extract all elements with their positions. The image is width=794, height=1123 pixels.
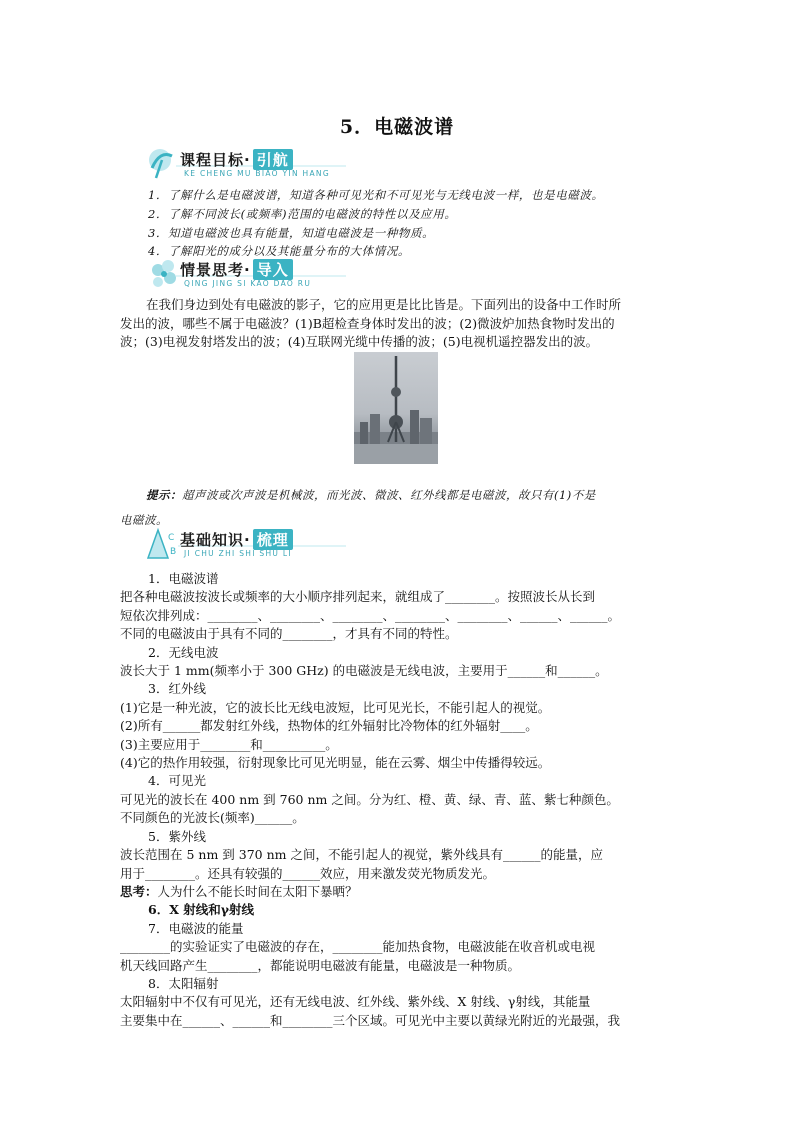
section-heading: 1．电磁波谱 xyxy=(148,571,219,586)
banner-accent: 引航 xyxy=(253,149,293,170)
banner-pinyin: KE CHENG MU BIAO YIN HANG xyxy=(184,169,330,178)
hint-paragraph: 提示：超声波或次声波是机械波，而光波、微波、红外线都是电磁波，故只有(1)不是 电磁波。 xyxy=(120,488,596,527)
banner-title: 基础知识 xyxy=(180,531,245,549)
scenario-paragraph: 在我们身边到处有电磁波的影子，它的应用更是比比皆是。下面列出的设备中工作时所 发出的波，哪些不属于电磁波？(1)B超检查身体时发出的波；(2)微波炉加热食物时发出的 波；(3)电视发射塔发出的波；(4)互联网光缆中传播的波；(5)电视机遥控器发出的波。 xyxy=(120,297,622,349)
section-heading: 3．红外线 xyxy=(148,681,206,697)
basics-content: 1．电磁波谱 把各种电磁波按波长或频率的大小顺序排列起来，就组成了________。按照波长从长到 短依次排列成：________、________、________、________、________、______、______。 不同的电磁波由于具有不同的________，才具有不同的特性。 2．无线电波 波长大于 1 mm(频率小于 300 GHz) 的电磁波是无线电波，主要用于______和______。 3．红外线 (1)它是一种光波，它的波长比无线电波短，比可见光长，不能引起人的视觉。 (2)所有______都发射红外线，热物体的红外辐射比冷物体的红外辐射____。 (3)主要应用于________和__________。 (4)它的热作用较强，衍射现象比可见光明显，能在云雾、烟尘中传播得较远。 4．可见光 可见光的波长在 400 nm 到 760 nm 之间。分为红、橙、黄、绿、青、蓝、紫七种颜色。 不同颜色的光波长(频率)______。 5．紫外线 波长范围在 5 nm 到 370 nm 之间，不能引起人的视觉，紫外线具有______的能量，应 用于________。还具有较强的______效应，用来激发荧光物质发光。 思考：人为什么不能长时间在太阳下暴晒？ 6．X 射线和γ射线 7．电磁波的能量 ________的实验证实了电磁波的存在，________能加热食物，电磁波能在收音机或电视 机天线回路产生________，都能说明电磁波有能量，电磁波是一种物质。 8．太阳辐射 太阳辐射中不仅有可见光，还有无线电波、红外线、紫外线、X 射线、γ射线，其能量 主要集中在______、______和________三个区域。可见光中主要以黄绿光附近的光最强，我 xyxy=(120,570,676,1030)
section-heading: 5．紫外线 xyxy=(148,828,206,844)
banner-title: 课程目标 xyxy=(180,151,245,169)
banner-accent: 梳理 xyxy=(253,529,293,550)
think-label: 思考： xyxy=(120,883,158,899)
tv-tower-photo xyxy=(354,352,438,464)
page-title: 5．电磁波谱 xyxy=(339,116,455,138)
section-heading: 7．电磁波的能量 xyxy=(148,920,244,936)
goal-item: 4．了解阳光的成分以及其能量分布的大体情况。 xyxy=(148,244,411,258)
section-heading: 2．无线电波 xyxy=(148,644,219,660)
goal-item: 2．了解不同波长(或频率)范围的电磁波的特性以及应用。 xyxy=(148,207,457,221)
section-heading: 4．可见光 xyxy=(148,773,206,789)
goals-banner: 课程目标· 引航 KE CHENG MU BIAO YIN HANG xyxy=(146,146,346,190)
basics-banner: C B 基础知识· 梳理 JI CHU ZHI SHI SHU LI xyxy=(146,526,346,570)
section-heading: 6．X 射线和γ射线 xyxy=(148,902,255,918)
svg-text:C: C xyxy=(168,533,175,543)
banner-pinyin: JI CHU ZHI SHI SHU LI xyxy=(184,549,292,558)
banner-pinyin: QING JING SI KAO DAO RU xyxy=(184,279,312,288)
banner-accent: 导入 xyxy=(253,259,293,280)
goal-item: 3．知道电磁波也具有能量，知道电磁波是一种物质。 xyxy=(148,226,435,240)
banner-title: 情景思考 xyxy=(180,261,245,279)
svg-text:B: B xyxy=(170,547,177,557)
section-heading: 8．太阳辐射 xyxy=(148,975,219,991)
think-banner: 情景思考· 导入 QING JING SI KAO DAO RU xyxy=(146,256,346,300)
goal-item: 1．了解什么是电磁波谱，知道各种可见光和不可见光与无线电波一样，也是电磁波。 xyxy=(148,188,604,202)
